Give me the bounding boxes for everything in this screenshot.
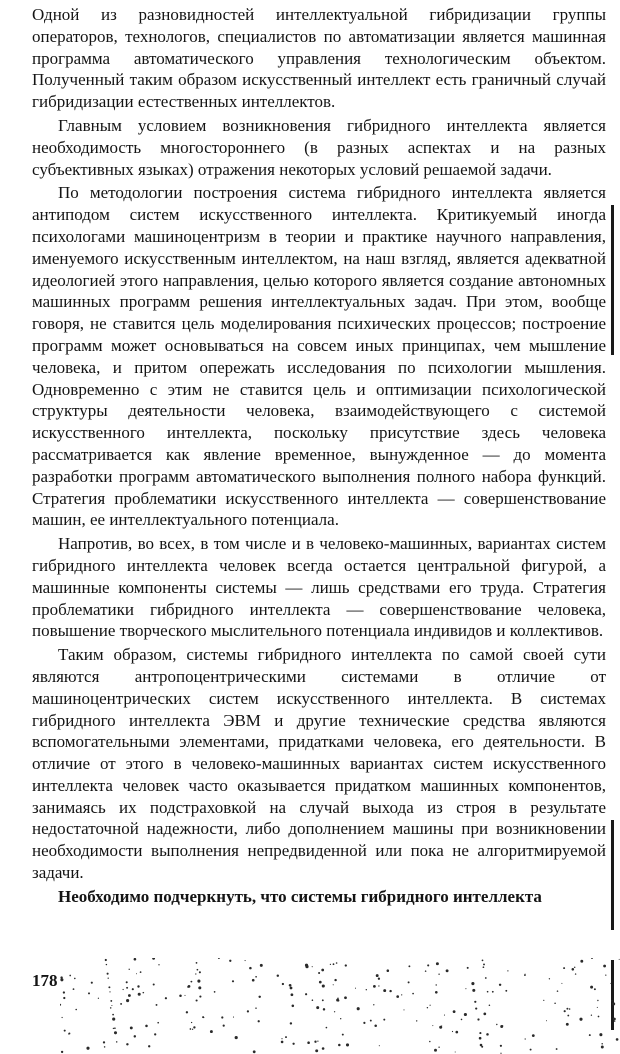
noise-speck	[60, 978, 63, 981]
noise-speck	[567, 1015, 569, 1017]
noise-speck	[436, 984, 437, 985]
noise-speck	[137, 985, 139, 987]
noise-speck	[594, 988, 596, 990]
noise-speck	[477, 1018, 479, 1020]
noise-speck	[479, 1032, 481, 1034]
noise-speck	[346, 1043, 349, 1046]
noise-speck	[202, 1016, 204, 1018]
noise-speck	[165, 997, 167, 999]
noise-speck	[249, 967, 252, 970]
noise-speck	[591, 1015, 592, 1016]
noise-speck	[482, 960, 484, 962]
noise-speck	[305, 964, 308, 967]
noise-speck	[203, 1017, 204, 1018]
noise-speck	[557, 990, 559, 992]
noise-speck	[318, 972, 320, 974]
noise-speck	[401, 994, 402, 995]
noise-speck	[106, 964, 107, 965]
noise-speck	[524, 974, 526, 976]
noise-speck	[475, 1008, 477, 1010]
noise-speck	[312, 966, 313, 967]
noise-speck	[258, 1020, 260, 1022]
noise-speck	[190, 981, 192, 983]
noise-speck	[210, 1030, 213, 1033]
noise-speck	[68, 1033, 70, 1035]
noise-speck	[333, 963, 335, 965]
noise-speck	[138, 993, 141, 996]
noise-speck	[305, 993, 307, 995]
noise-speck	[483, 1013, 486, 1016]
noise-speck	[575, 973, 576, 974]
noise-speck	[129, 969, 130, 970]
noise-speck	[245, 960, 246, 961]
noise-speck	[255, 976, 257, 978]
noise-speck	[525, 1038, 526, 1039]
noise-speck	[114, 1031, 117, 1034]
noise-speck	[156, 1004, 158, 1006]
noise-speck	[191, 1022, 192, 1023]
noise-speck	[599, 1033, 602, 1036]
noise-speck	[597, 1000, 598, 1001]
noise-speck	[452, 1031, 453, 1032]
noise-speck	[252, 979, 255, 982]
noise-speck	[105, 959, 107, 961]
noise-speck	[330, 964, 331, 965]
noise-speck	[383, 1019, 385, 1021]
noise-speck	[195, 973, 196, 974]
noise-speck	[374, 1025, 377, 1028]
noise-speck	[88, 992, 90, 994]
noise-speck	[316, 1006, 319, 1009]
noise-speck	[86, 1047, 89, 1050]
noise-speck	[145, 1025, 148, 1028]
noise-speck	[292, 1005, 295, 1008]
noise-speck	[357, 1007, 360, 1010]
noise-speck	[432, 1025, 433, 1026]
noise-speck	[233, 1017, 234, 1018]
noise-speck	[543, 1000, 544, 1001]
noise-speck	[126, 999, 129, 1002]
noise-speck	[229, 960, 231, 962]
noise-speck	[197, 969, 199, 971]
noise-speck	[223, 1025, 225, 1027]
noise-speck	[289, 984, 292, 987]
noise-speck	[438, 1047, 439, 1048]
noise-speck	[408, 965, 410, 967]
noise-speck	[158, 964, 159, 965]
scan-edge-mark	[611, 205, 614, 355]
noise-speck	[496, 1024, 497, 1025]
noise-speck	[255, 1007, 257, 1009]
noise-speck	[342, 1034, 344, 1036]
noise-speck	[109, 991, 110, 992]
noise-speck	[305, 965, 308, 968]
noise-speck	[136, 973, 137, 974]
noise-speck	[434, 1049, 437, 1052]
noise-speck	[485, 977, 487, 979]
noise-speck	[507, 970, 508, 971]
noise-speck	[321, 969, 324, 972]
noise-speck	[333, 984, 334, 985]
noise-speck	[453, 1010, 456, 1013]
noise-speck	[110, 1000, 112, 1002]
noise-speck	[467, 967, 469, 969]
noise-speck	[292, 1043, 294, 1045]
noise-speck	[148, 1045, 150, 1047]
noise-speck	[122, 989, 123, 990]
paragraph-6: Необходимо подчеркнуть, что системы гибридного интеллекта	[58, 886, 542, 906]
page-number: 178	[32, 971, 58, 990]
paragraph-1: Одной из разновидностей интеллектуальной гибридизации группы операторов, технологов, специалистов по автоматизации является машинная программа автоматического управления технологическим объектом. Полученный таким образом искусственный интеллект есть граничный случай гибридизации естественных интеллектов.	[32, 5, 606, 112]
noise-speck	[436, 962, 439, 965]
noise-speck	[444, 1015, 445, 1016]
noise-speck	[282, 983, 284, 985]
noise-speck	[315, 1049, 318, 1052]
noise-speck	[314, 1041, 316, 1043]
noise-speck	[235, 1036, 238, 1039]
noise-speck	[73, 988, 75, 990]
noise-speck	[186, 1011, 188, 1013]
noise-speck	[483, 963, 485, 965]
noise-speck	[126, 1043, 128, 1045]
noise-speck	[291, 993, 294, 996]
noise-speck	[116, 1041, 118, 1043]
noise-speck	[260, 964, 263, 967]
noise-speck	[157, 1022, 159, 1024]
noise-speck	[214, 991, 216, 993]
noise-speck	[546, 1020, 547, 1021]
noise-speck	[370, 1020, 372, 1022]
noise-speck	[396, 995, 399, 998]
noise-speck	[603, 965, 606, 968]
noise-speck	[285, 1036, 287, 1038]
paragraph-5: Таким образом, системы гибридного интеллекта по самой своей сути являются антропоцентрическими системами в отличие от машиноцентрических систем искусственного интеллекта. В системах гибридного интеллекта ЭВМ и другие технические средства являются вспомогательными элементами, придатками человека, его деятельности. В отличие от этого в человеко-машинных вариантах систем искусственного интеллекта человек часто оказывается придатком машинных компонентов, занимаясь их подстраховкой на случай выхода из строя в результате недостаточной надежности, либо дополнением машины при возникновении необходимости выполнения непредвиденной или пока не алгоритмируемой задачи.	[32, 645, 606, 883]
noise-speck	[435, 991, 438, 994]
noise-speck	[480, 1044, 483, 1047]
noise-speck	[549, 978, 550, 979]
noise-speck	[389, 990, 391, 992]
noise-speck	[597, 1007, 598, 1008]
noise-speck	[134, 958, 137, 961]
noise-speck	[112, 1014, 114, 1016]
noise-speck	[345, 964, 347, 966]
noise-speck	[366, 989, 367, 990]
noise-speck	[438, 973, 439, 974]
noise-speck	[336, 999, 339, 1002]
noise-speck	[64, 1030, 66, 1032]
noise-speck	[113, 1028, 114, 1029]
noise-speck	[563, 967, 565, 969]
noise-speck	[322, 999, 324, 1001]
noise-speck	[340, 1018, 341, 1019]
noise-speck	[376, 974, 379, 977]
noise-speck	[614, 1021, 615, 1022]
noise-speck	[383, 989, 386, 992]
noise-speck	[322, 1047, 325, 1050]
noise-speck	[590, 986, 593, 989]
noise-speck	[499, 984, 501, 986]
noise-speck	[277, 974, 279, 976]
noise-speck	[98, 998, 99, 999]
noise-speck	[253, 1050, 256, 1053]
noise-speck	[290, 987, 293, 990]
noise-speck	[179, 995, 182, 998]
noise-speck	[486, 1033, 489, 1036]
noise-speck	[430, 1005, 431, 1006]
noise-speck	[427, 964, 429, 966]
noise-speck	[218, 958, 220, 959]
noise-speck	[192, 1029, 193, 1030]
paragraph-4: Напротив, во всех, в том числе и в человеко-машинных, вариантах систем гибридного интеллекта человек всегда остается центральной фигурой, а машинные компоненты системы — лишь средствами его труда. Стратегия проблематики гибридного интеллекта — совершенствование человека, повышение творческого мыслительного потенциала индивидов и коллективов.	[32, 534, 606, 641]
noise-speck	[492, 991, 494, 993]
noise-speck	[232, 980, 234, 982]
noise-speck	[481, 1046, 483, 1048]
noise-speck	[554, 1002, 556, 1004]
noise-speck	[502, 1025, 504, 1027]
noise-speck	[258, 996, 260, 998]
noise-speck	[465, 988, 466, 989]
noise-speck	[132, 988, 134, 990]
noise-speck	[196, 999, 198, 1001]
noise-speck	[439, 1026, 442, 1029]
noise-speck	[489, 1005, 491, 1007]
noise-speck	[290, 1022, 292, 1024]
noise-speck	[378, 985, 379, 986]
noise-speck	[455, 1031, 458, 1034]
paragraph-2: Главным условием возникновения гибридного интеллекта является необходимость многостороннего (в разных аспектах и на разных субъективных языках) отражения некоторых условий решаемой задачи.	[32, 115, 606, 179]
noise-speck	[60, 976, 62, 978]
noise-speck	[126, 981, 128, 983]
noise-speck	[487, 991, 489, 993]
noise-speck	[601, 1046, 604, 1049]
noise-speck	[616, 1038, 619, 1041]
noise-speck	[334, 979, 336, 981]
noise-speck	[319, 981, 322, 984]
noise-speck	[199, 971, 201, 973]
scan-edge-mark	[611, 960, 614, 1030]
noise-speck	[446, 969, 449, 972]
noise-speck	[152, 958, 155, 960]
noise-speck	[472, 989, 475, 992]
noise-speck	[569, 1008, 571, 1010]
noise-speck	[427, 1007, 428, 1008]
noise-speck	[412, 993, 414, 995]
noise-speck	[111, 1005, 112, 1006]
noise-speck	[108, 986, 110, 988]
noise-speck	[153, 983, 155, 985]
noise-speck	[190, 1028, 192, 1030]
paragraph-3: По методологии построения система гибридного интеллекта является антиподом систем искусственного интеллекта. Критикуемый иногда психологами машиноцентризм в теории и практике научного направления, именуемого искусственным интеллектом, на наш взгляд, является адекватной идеологией этого направления, целью которого является создание автономных машинных программ решения интеллектуальных задач. При этом, вообще говоря, не ставится цель моделирования психических процессов; построение программ может основываться на совсем иных принципах, чем мышление человека, и притом опережать исследования по психологии мышления. Одновременно с этим не ставится цель и оптимизации психологической структуры деятельности человека, взаимодействующего с системой искусственного интеллекта, поскольку присутствие здесь человека рассматривается как явление временное, вынужденное — до момента разработки программ автоматического выполнения полного набора функций. Стратегия проблематики искусственного интеллекта — совершенствование машин, ее интеллектуального потенциала.	[32, 183, 606, 530]
noise-speck	[429, 1041, 431, 1043]
noise-speck	[416, 1020, 417, 1021]
noise-speck	[104, 1046, 106, 1048]
noise-speck	[363, 1022, 365, 1024]
page-body	[32, 4, 606, 908]
noise-speck	[197, 980, 200, 983]
noise-speck	[120, 1003, 122, 1005]
noise-speck	[198, 986, 201, 989]
noise-speck	[355, 988, 356, 989]
noise-speck	[425, 970, 427, 972]
noise-speck	[112, 1018, 115, 1021]
noise-speck	[281, 1041, 284, 1044]
noise-speck	[107, 973, 109, 975]
noise-speck	[196, 962, 198, 964]
noise-speck	[199, 996, 201, 998]
scan-noise	[60, 958, 620, 1054]
noise-speck	[532, 1034, 535, 1037]
noise-speck	[441, 1025, 442, 1026]
noise-speck	[387, 969, 390, 972]
noise-speck	[63, 991, 65, 993]
noise-speck	[140, 971, 142, 973]
noise-speck	[500, 1045, 502, 1047]
noise-speck	[307, 1041, 310, 1044]
noise-speck	[91, 982, 93, 984]
noise-speck	[114, 1027, 116, 1029]
noise-speck	[193, 1026, 195, 1028]
noise-speck	[323, 1008, 325, 1010]
noise-speck	[108, 978, 109, 979]
noise-speck	[75, 1009, 77, 1011]
noise-speck	[187, 986, 189, 988]
noise-speck	[530, 1049, 532, 1051]
noise-speck	[221, 1016, 223, 1018]
noise-speck	[505, 990, 507, 992]
noise-speck	[455, 1051, 456, 1052]
noise-speck	[408, 981, 410, 983]
noise-speck	[373, 1004, 374, 1005]
noise-speck	[566, 1023, 569, 1026]
noise-speck	[338, 1044, 341, 1047]
noise-speck	[128, 994, 131, 997]
noise-speck	[601, 1043, 603, 1045]
noise-speck	[337, 998, 339, 1000]
noise-speck	[572, 968, 575, 971]
noise-speck	[68, 1033, 69, 1034]
noise-speck	[373, 985, 376, 988]
noise-speck	[143, 992, 145, 994]
noise-speck	[589, 1034, 591, 1036]
noise-speck	[134, 1035, 136, 1037]
noise-speck	[130, 1026, 133, 1029]
noise-speck	[464, 1013, 467, 1016]
noise-speck	[379, 1045, 380, 1046]
noise-speck	[188, 985, 191, 988]
noise-speck	[110, 1007, 112, 1009]
noise-speck	[63, 997, 65, 999]
noise-speck	[69, 975, 71, 977]
noise-speck	[591, 958, 593, 959]
noise-speck	[479, 1037, 482, 1040]
noise-speck	[525, 974, 526, 975]
noise-speck	[598, 1016, 600, 1018]
noise-speck	[326, 1027, 328, 1029]
noise-speck	[317, 1040, 318, 1041]
noise-speck	[337, 999, 339, 1001]
noise-speck	[60, 1004, 61, 1006]
noise-speck	[564, 1010, 566, 1012]
noise-speck	[378, 978, 380, 980]
noise-speck	[605, 974, 606, 975]
noise-speck	[579, 1018, 582, 1021]
noise-speck	[461, 1019, 463, 1021]
scan-edge-mark	[611, 820, 614, 930]
noise-speck	[61, 1017, 62, 1018]
noise-speck	[471, 982, 474, 985]
noise-speck	[474, 1001, 476, 1003]
noise-speck	[103, 1041, 105, 1043]
noise-speck	[247, 1010, 249, 1012]
noise-speck	[561, 983, 562, 984]
noise-speck	[126, 987, 128, 989]
noise-speck	[344, 996, 347, 999]
noise-speck	[336, 962, 338, 964]
noise-speck	[334, 1011, 335, 1012]
noise-speck	[184, 995, 185, 996]
noise-speck	[154, 1033, 156, 1035]
noise-speck	[566, 1008, 568, 1010]
noise-speck	[61, 1051, 63, 1053]
noise-speck	[574, 967, 575, 968]
noise-speck	[74, 978, 76, 980]
noise-speck	[403, 1009, 404, 1010]
noise-speck	[281, 1038, 282, 1039]
noise-speck	[556, 1048, 558, 1050]
noise-speck	[483, 966, 485, 968]
noise-speck	[322, 984, 325, 987]
noise-speck	[580, 960, 583, 963]
noise-speck	[312, 999, 314, 1001]
noise-speck	[500, 1025, 503, 1028]
